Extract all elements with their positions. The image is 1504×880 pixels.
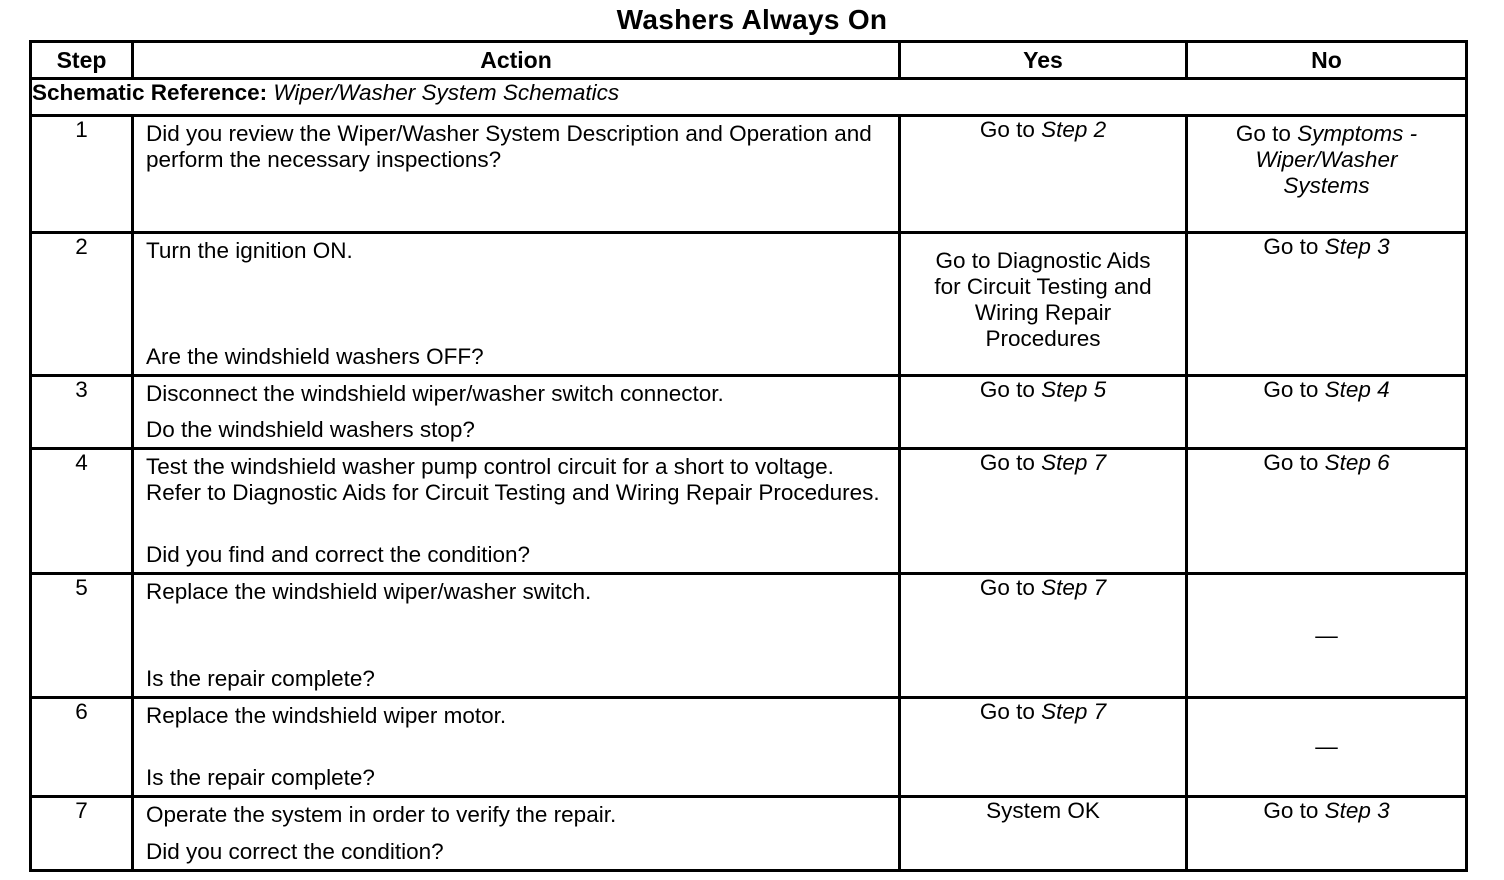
table-row bbox=[31, 116, 1467, 233]
action-content bbox=[134, 117, 898, 231]
no-cell bbox=[1187, 797, 1467, 871]
yes-cell bbox=[900, 797, 1187, 871]
action-instruction: Replace the windshield wiper motor. bbox=[146, 703, 507, 728]
yes-cell bbox=[900, 376, 1187, 449]
yes-cell bbox=[900, 116, 1187, 233]
yes-prefix: Go to bbox=[979, 117, 1042, 142]
yes-prefix: Go to bbox=[979, 377, 1042, 402]
action-content bbox=[134, 575, 898, 696]
action-cell bbox=[133, 449, 900, 574]
no-step-link: Step 3 bbox=[1324, 234, 1390, 259]
action-question: Did you find and correct the condition? bbox=[146, 542, 530, 567]
yes-text: System OK bbox=[986, 798, 1100, 823]
table-row bbox=[31, 698, 1467, 797]
no-prefix: Go to bbox=[1263, 798, 1325, 823]
action-content bbox=[134, 798, 898, 869]
step-number: 1 bbox=[31, 116, 133, 233]
step-number: 4 bbox=[31, 449, 133, 574]
spacer bbox=[146, 272, 888, 344]
no-step-link: Step 3 bbox=[1324, 798, 1390, 823]
action-cell bbox=[133, 574, 900, 698]
no-cell bbox=[1187, 116, 1467, 233]
action-instruction: Replace the windshield wiper/washer switch. bbox=[146, 579, 592, 604]
yes-step-link: Step 2 bbox=[1041, 117, 1107, 142]
yes-step-link: Step 7 bbox=[1041, 575, 1107, 600]
header-yes: Yes bbox=[900, 42, 1187, 79]
schematic-reference bbox=[31, 79, 1467, 116]
action-instruction: Test the windshield washer pump control circuit for a short to voltage. Refer to Diagnostic Aids for Circuit Testing and Wiring Repair Procedures. bbox=[146, 454, 880, 505]
action-instruction: Did you review the Wiper/Washer System Description and Operation and perform the necessary inspections? bbox=[146, 121, 872, 172]
action-instruction: Disconnect the windshield wiper/washer switch connector. bbox=[146, 381, 724, 406]
action-instruction: Turn the ignition ON. bbox=[146, 238, 353, 263]
spacer bbox=[146, 514, 888, 542]
table-row bbox=[31, 574, 1467, 698]
no-text: — bbox=[1315, 734, 1338, 759]
action-content bbox=[134, 699, 898, 795]
header-no: No bbox=[1187, 42, 1467, 79]
step-number: 7 bbox=[31, 797, 133, 871]
header-step: Step bbox=[31, 42, 133, 79]
yes-cell bbox=[900, 449, 1187, 574]
yes-cell bbox=[900, 698, 1187, 797]
no-prefix: Go to bbox=[1263, 234, 1325, 259]
yes-prefix: Go to bbox=[979, 450, 1042, 475]
schematic-reference-label: Schematic Reference: bbox=[32, 80, 268, 105]
yes-cell bbox=[900, 233, 1187, 376]
step-number: 3 bbox=[31, 376, 133, 449]
table-title: Washers Always On bbox=[616, 4, 888, 35]
action-question: Are the windshield washers OFF? bbox=[146, 344, 484, 369]
no-prefix: Go to bbox=[1263, 450, 1325, 475]
yes-cell bbox=[900, 574, 1187, 698]
yes-step-link: Step 7 bbox=[1041, 699, 1107, 724]
action-question: Is the repair complete? bbox=[146, 666, 375, 691]
spacer bbox=[146, 613, 888, 666]
schematic-reference-row bbox=[31, 79, 1467, 116]
action-instruction: Operate the system in order to verify the repair. bbox=[146, 802, 617, 827]
no-text: — bbox=[1315, 622, 1338, 648]
spacer bbox=[146, 737, 888, 765]
action-cell bbox=[133, 116, 900, 233]
step-number: 6 bbox=[31, 698, 133, 797]
table-row bbox=[31, 233, 1467, 376]
yes-text: Go to Diagnostic Aids for Circuit Testing and Wiring Repair Procedures bbox=[934, 248, 1152, 351]
action-content bbox=[134, 377, 898, 447]
action-cell bbox=[133, 233, 900, 376]
header-row bbox=[31, 42, 1467, 79]
no-cell bbox=[1187, 233, 1467, 376]
no-prefix: Go to bbox=[1235, 121, 1298, 146]
schematic-reference-value: Wiper/Washer System Schematics bbox=[273, 80, 620, 105]
yes-step-link: Step 5 bbox=[1041, 377, 1107, 402]
action-question: Did you correct the condition? bbox=[146, 839, 444, 864]
diagnostic-table bbox=[29, 40, 1468, 872]
header-action: Action bbox=[133, 42, 900, 79]
no-step-link: Symptoms - Wiper/Washer Systems bbox=[1255, 121, 1418, 198]
no-prefix: Go to bbox=[1263, 377, 1325, 402]
yes-prefix: Go to bbox=[979, 575, 1042, 600]
no-step-link: Step 6 bbox=[1324, 450, 1390, 475]
action-question: Is the repair complete? bbox=[146, 765, 375, 790]
action-content bbox=[134, 450, 898, 572]
action-cell bbox=[133, 376, 900, 449]
table-row bbox=[31, 376, 1467, 449]
step-number: 5 bbox=[31, 574, 133, 698]
yes-prefix: Go to bbox=[979, 699, 1042, 724]
action-question: Do the windshield washers stop? bbox=[146, 417, 475, 442]
table-row bbox=[31, 797, 1467, 871]
action-cell bbox=[133, 797, 900, 871]
no-step-link: Step 4 bbox=[1324, 377, 1390, 402]
no-cell bbox=[1187, 376, 1467, 449]
no-cell bbox=[1187, 449, 1467, 574]
action-cell bbox=[133, 698, 900, 797]
no-cell bbox=[1187, 698, 1467, 797]
no-cell bbox=[1187, 574, 1467, 698]
table-row bbox=[31, 449, 1467, 574]
step-number: 2 bbox=[31, 233, 133, 376]
action-content bbox=[134, 234, 898, 374]
yes-step-link: Step 7 bbox=[1041, 450, 1107, 475]
